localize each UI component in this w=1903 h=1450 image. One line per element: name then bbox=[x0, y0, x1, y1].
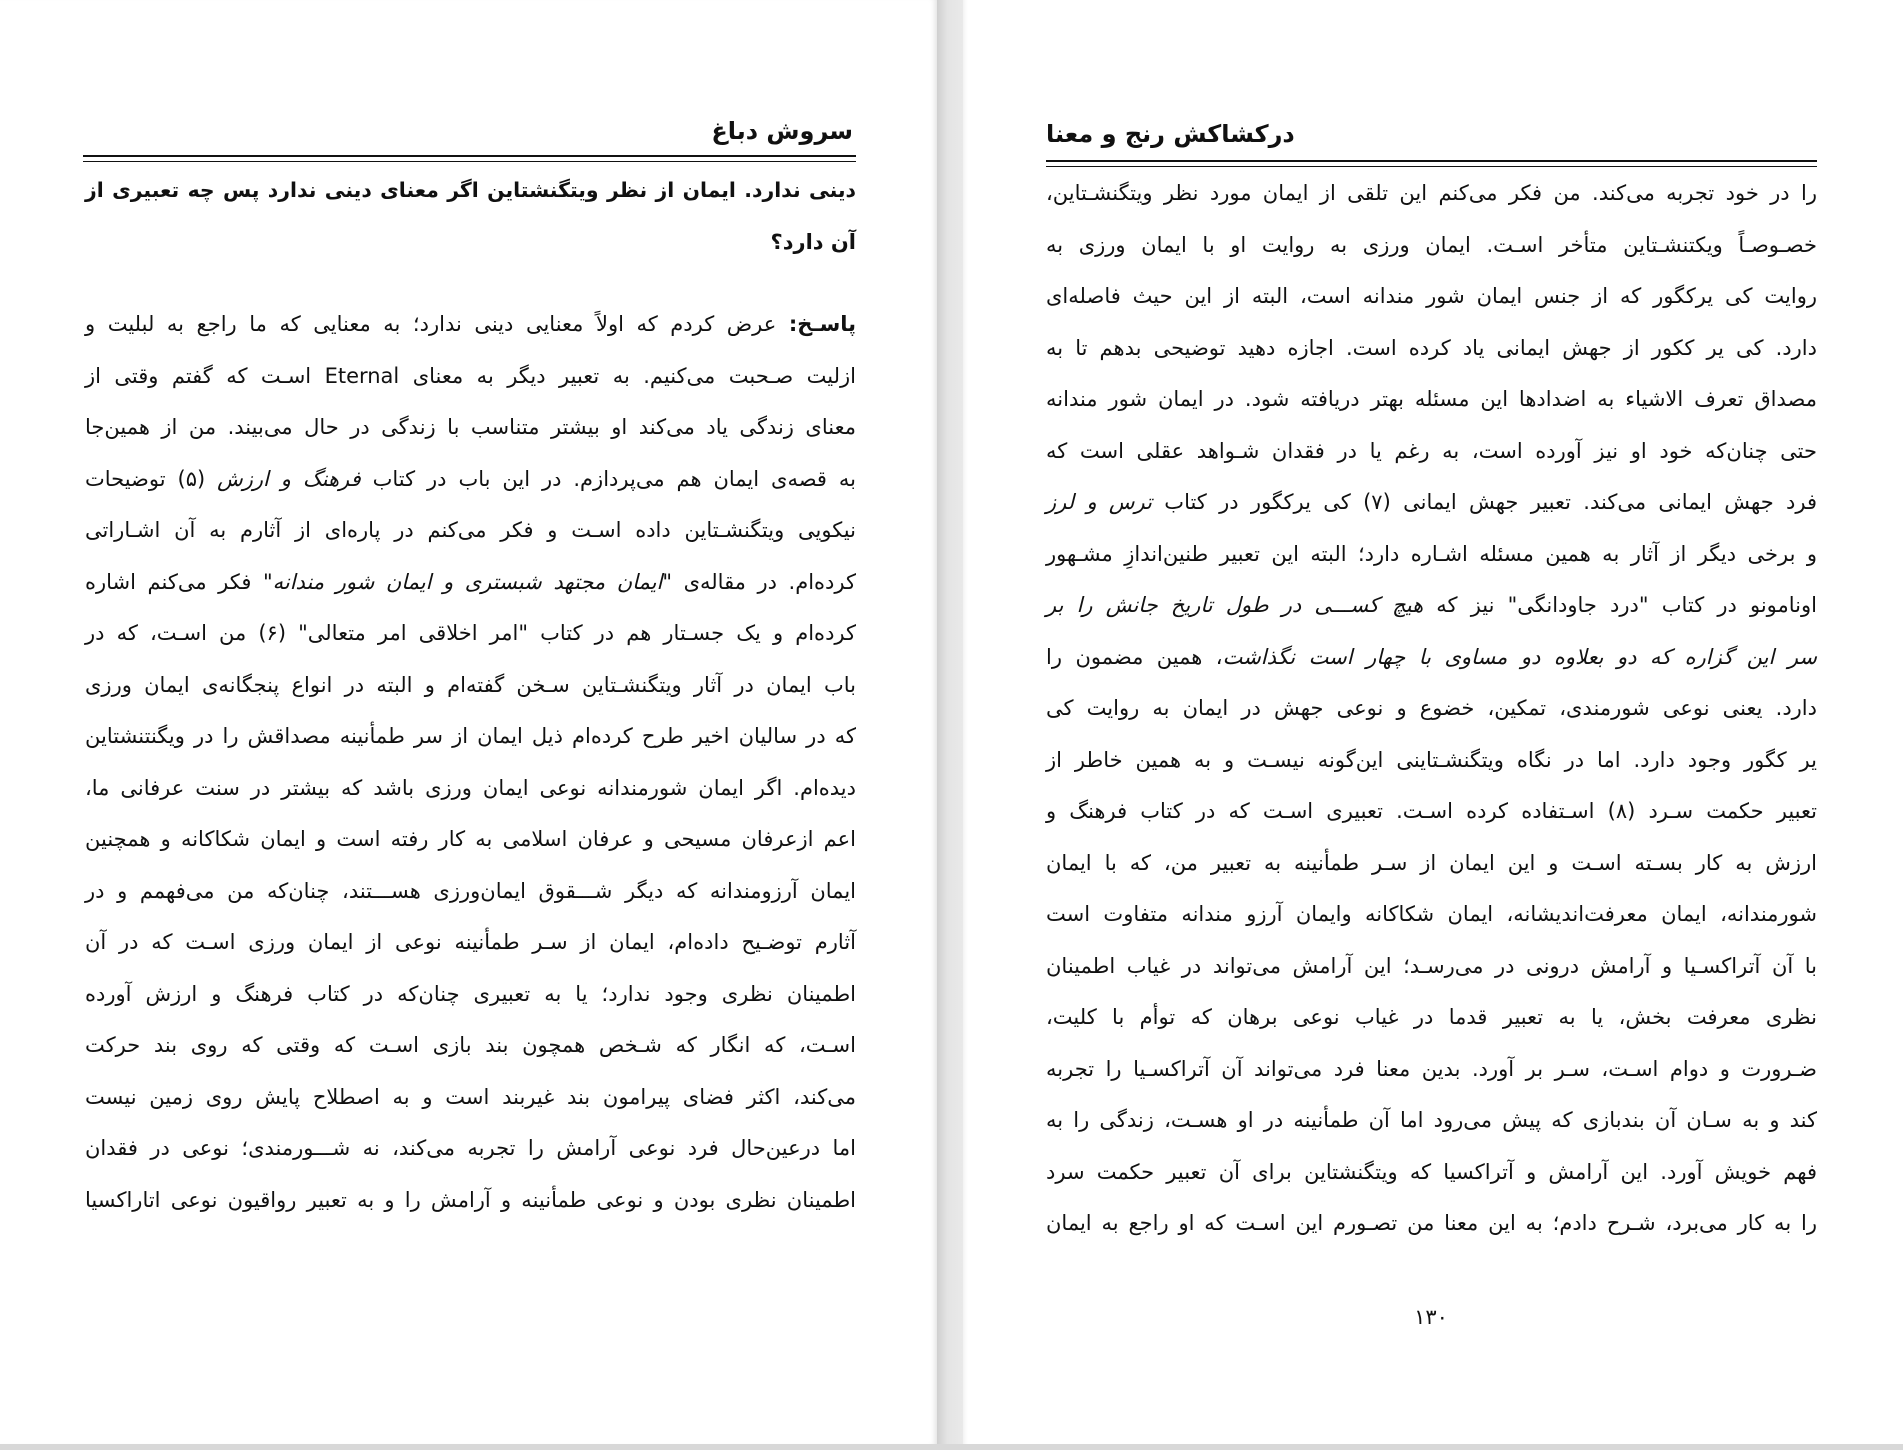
answer-line: کرده‌ام و یک جسـتار هم در کتاب "امر اخلاقی امر متعالی" (۶) من اسـت، که در bbox=[85, 621, 856, 645]
answer-line: اطمینان نظری بودن و نوعی طمأنینه و آرامش را و به تعبیر رواقیون نوعی اتاراکسیا bbox=[85, 1187, 856, 1212]
body-line: ضـرورت و دوام اسـت، سـر بر آورد. بدین معنا فرد می‌تواند آن آتراکسـیا را تجربه bbox=[1046, 1056, 1817, 1081]
body-line bbox=[1046, 580, 1817, 632]
book-title-italic: فرهنگ و ارزش bbox=[217, 466, 361, 491]
body-line: شورمندانه، ایمان معرفت‌اندیشانه، ایمان شکاکانه وایمان آرزو مندانه متفاوت است bbox=[1046, 902, 1817, 926]
answer-line: که در سالیان اخیر طرح کرده‌ام ذیل ایمان از سر طمأنینه مصداقش را در ویگنتنشتاین bbox=[85, 724, 856, 748]
body-line: حتی چنان‌که خود او نیز آورده است، به رغم یا در فقدان شـواهد عقلی است که bbox=[1046, 438, 1817, 463]
header-double-rule bbox=[1046, 160, 1817, 167]
answer-line: دیده‌ام. اگر ایمان شورمندانه نوعی ایمان ورزی باشد که بیشتر در سنت عرفانی ما، bbox=[85, 775, 856, 800]
answer-text: (۵) توضیحات bbox=[85, 466, 218, 491]
body-line: را در خود تجربه می‌کند. من فکر می‌کنم این تلقی از ایمان مورد نظر ویتگنشـتاین، bbox=[1046, 181, 1817, 205]
answer-line: اما درعین‌حال فرد نوعی آرامش را تجربه می‌کند، نه شـــورمندی؛ نوعی در فقدان bbox=[85, 1136, 856, 1160]
body-line: ارزش به کار بسـته اسـت و این ایمان از سـر طمأنینه به تعبیر من، که با ایمان bbox=[1046, 850, 1817, 875]
article-title-italic: "ایمان مجتهد شبستری و ایمان شور مندانه" bbox=[262, 569, 673, 594]
body-line: یر کگور وجود دارد. اما در نگاه ویتگنشـتاینی این‌گونه نیسـت و به همین خاطر از bbox=[1046, 747, 1817, 772]
answer-text: کرده‌ام. در مقاله‌ی bbox=[672, 569, 856, 594]
body-line: مصداق تعرف الاشیاء به اضدادها این مسئله بهتر دریافته شود. در ایمان شور مندانه bbox=[1046, 387, 1817, 411]
question-line: دینی ندارد. ایمان از نظر ویتگنشتاین اگر معنای دینی ندارد پس چه تعبیری از bbox=[85, 178, 856, 202]
answer-label: پاسـخ: bbox=[788, 312, 856, 336]
body-line: خصـوصـاً ویکتنشـتاین متأخر اسـت. ایمان ورزی به روایت او با ایمان ورزی به bbox=[1046, 232, 1817, 257]
running-head-author: سروش دباغ bbox=[711, 117, 853, 145]
answer-text: عرض کردم که اولاً معنایی دینی ندارد؛ به معنایی که ما راجع به لبلیت و bbox=[85, 312, 789, 336]
quotation-italic: هیچ کســـی در طول تاریخ جانش را بر bbox=[1046, 593, 1424, 617]
body-line: تعبیر حکمت سـرد (۸) اسـتفاده کرده اسـت. تعبیری اسـت که در کتاب فرهنگ و bbox=[1046, 799, 1817, 823]
body-text: اونامونو در کتاب "درد جاودانگی" نیز که bbox=[1423, 593, 1817, 617]
answer-line: ازلیت صـحبت می‌کنیم. به تعبیر دیگر به معنای Eternal اسـت که گفتم وقتی از bbox=[85, 363, 857, 388]
right-page bbox=[963, 0, 1903, 1444]
answer-line: آثارم توضـیح داده‌ام، ایمان از سـر طمأنینه نوعی از ایمان ورزی اسـت که در آن bbox=[85, 930, 856, 954]
body-line: دارد. یعنی نوعی شورمندی، تمکین، خضوع و نوعی جهش در ایمان به روایت کی bbox=[1046, 696, 1817, 720]
body-line bbox=[1046, 477, 1817, 529]
body-text: فرد جهش ایمانی می‌کند. تعبیر جهش ایمانی (۷) کی یرکگور در کتاب bbox=[1151, 490, 1818, 514]
answer-line: ایمان آرزومندانه که دیگر شـــقوق ایمان‌ورزی هســـتند، چنان‌که من می‌فهمم و در bbox=[85, 878, 856, 903]
answer-line bbox=[85, 299, 856, 351]
left-page bbox=[0, 0, 937, 1444]
header-double-rule bbox=[83, 155, 856, 162]
book-title-italic: ترس و لرز bbox=[1046, 490, 1152, 514]
body-line bbox=[1046, 632, 1817, 684]
answer-line: معنای زندگی یاد می‌کند او بیشتر متناسب با زندگی در حال می‌بیند. من از همین‌جا bbox=[85, 415, 856, 439]
answer-text: به قصه‌ی ایمان هم می‌پردازم. در این باب در کتاب bbox=[360, 466, 856, 491]
answer-line: نیکویی ویتگنشـتاین داده اسـت و فکر می‌کنم در پاره‌ای از آثارم به آن اشـاراتی bbox=[85, 518, 856, 542]
body-text-block bbox=[1046, 168, 1817, 1250]
page-number: ۱۳۰ bbox=[1414, 1305, 1448, 1329]
body-line: با آن آتراکسـیا و آرامش درونی در می‌رسـد؛ این آرامش می‌تواند در غیاب اطمینان bbox=[1046, 953, 1817, 978]
body-line: فهم خویش آورد. این آرامش و آتراکسیا که ویتگنشتاین برای آن تعبیر حکمت سرد bbox=[1046, 1159, 1817, 1184]
body-line: دارد. کی یر ککور از جهش ایمانی یاد کرده است. اجازه دهید توضیحی بدهم تا به bbox=[1046, 335, 1817, 360]
body-line: نظری معرفت بخش، یا به تعبیر قدما در غیاب نوعی برهان که توأم با کلیت، bbox=[1046, 1005, 1817, 1029]
answer-line bbox=[85, 557, 856, 609]
body-line: و برخی دیگر از آثار به همین مسئله اشـاره دارد؛ البته این تعبیر طنین‌اندازِ مشـهور bbox=[1046, 541, 1817, 566]
quotation-italic: سر این گزاره که دو بعلاوه دو مساوی با چهار است نگذاشت bbox=[1222, 644, 1818, 669]
answer-line: باب ایمان در آثار ویتگنشـتاین سـخن گفته‌ام و البته در انواع پنجگانه‌ی ایمان ورزی bbox=[85, 672, 856, 697]
body-text: ، همین مضمون را bbox=[1046, 644, 1223, 669]
answer-line: اطمینان نظری وجود ندارد؛ یا به تعبیری چنان‌که در کتاب فرهنگ و ارزش آورده bbox=[85, 981, 856, 1006]
body-line: کند و به سـان آن بندبازی که پیش می‌رود اما آن طمأنینه در او هسـت، زندگی را به bbox=[1046, 1108, 1817, 1132]
body-line: روایت کی یرکگور که از جنس ایمان شور مندانه است، البته از این حیث فاصله‌ای bbox=[1046, 284, 1817, 308]
question-line: آن دارد؟ bbox=[770, 229, 856, 254]
question-block bbox=[85, 165, 856, 268]
answer-line: می‌کند، اکثر فضای پیرامون بند غیربند است و به اصطلاح پایش روی زمین نیست bbox=[85, 1084, 856, 1109]
answer-block bbox=[85, 299, 856, 1226]
body-line: را به کار می‌برد، شـرح دادم؛ به این معنا من تصـورم این اسـت که او راجع به ایمان bbox=[1046, 1211, 1817, 1235]
answer-line bbox=[85, 454, 856, 506]
book-gutter bbox=[937, 0, 963, 1444]
answer-line: اسـت، که انگار که شـخص همچون بند بازی اسـت که وقتی که روی بند حرکت bbox=[85, 1033, 856, 1057]
answer-line: اعم ازعرفان مسیحی و عرفان اسلامی به کار رفته است و ایمان شکاکانه و همچنین bbox=[85, 827, 856, 851]
running-head-book-title: درکشاکش رنج و معنا bbox=[1046, 120, 1295, 148]
answer-text: فکر می‌کنم اشاره bbox=[85, 569, 263, 594]
